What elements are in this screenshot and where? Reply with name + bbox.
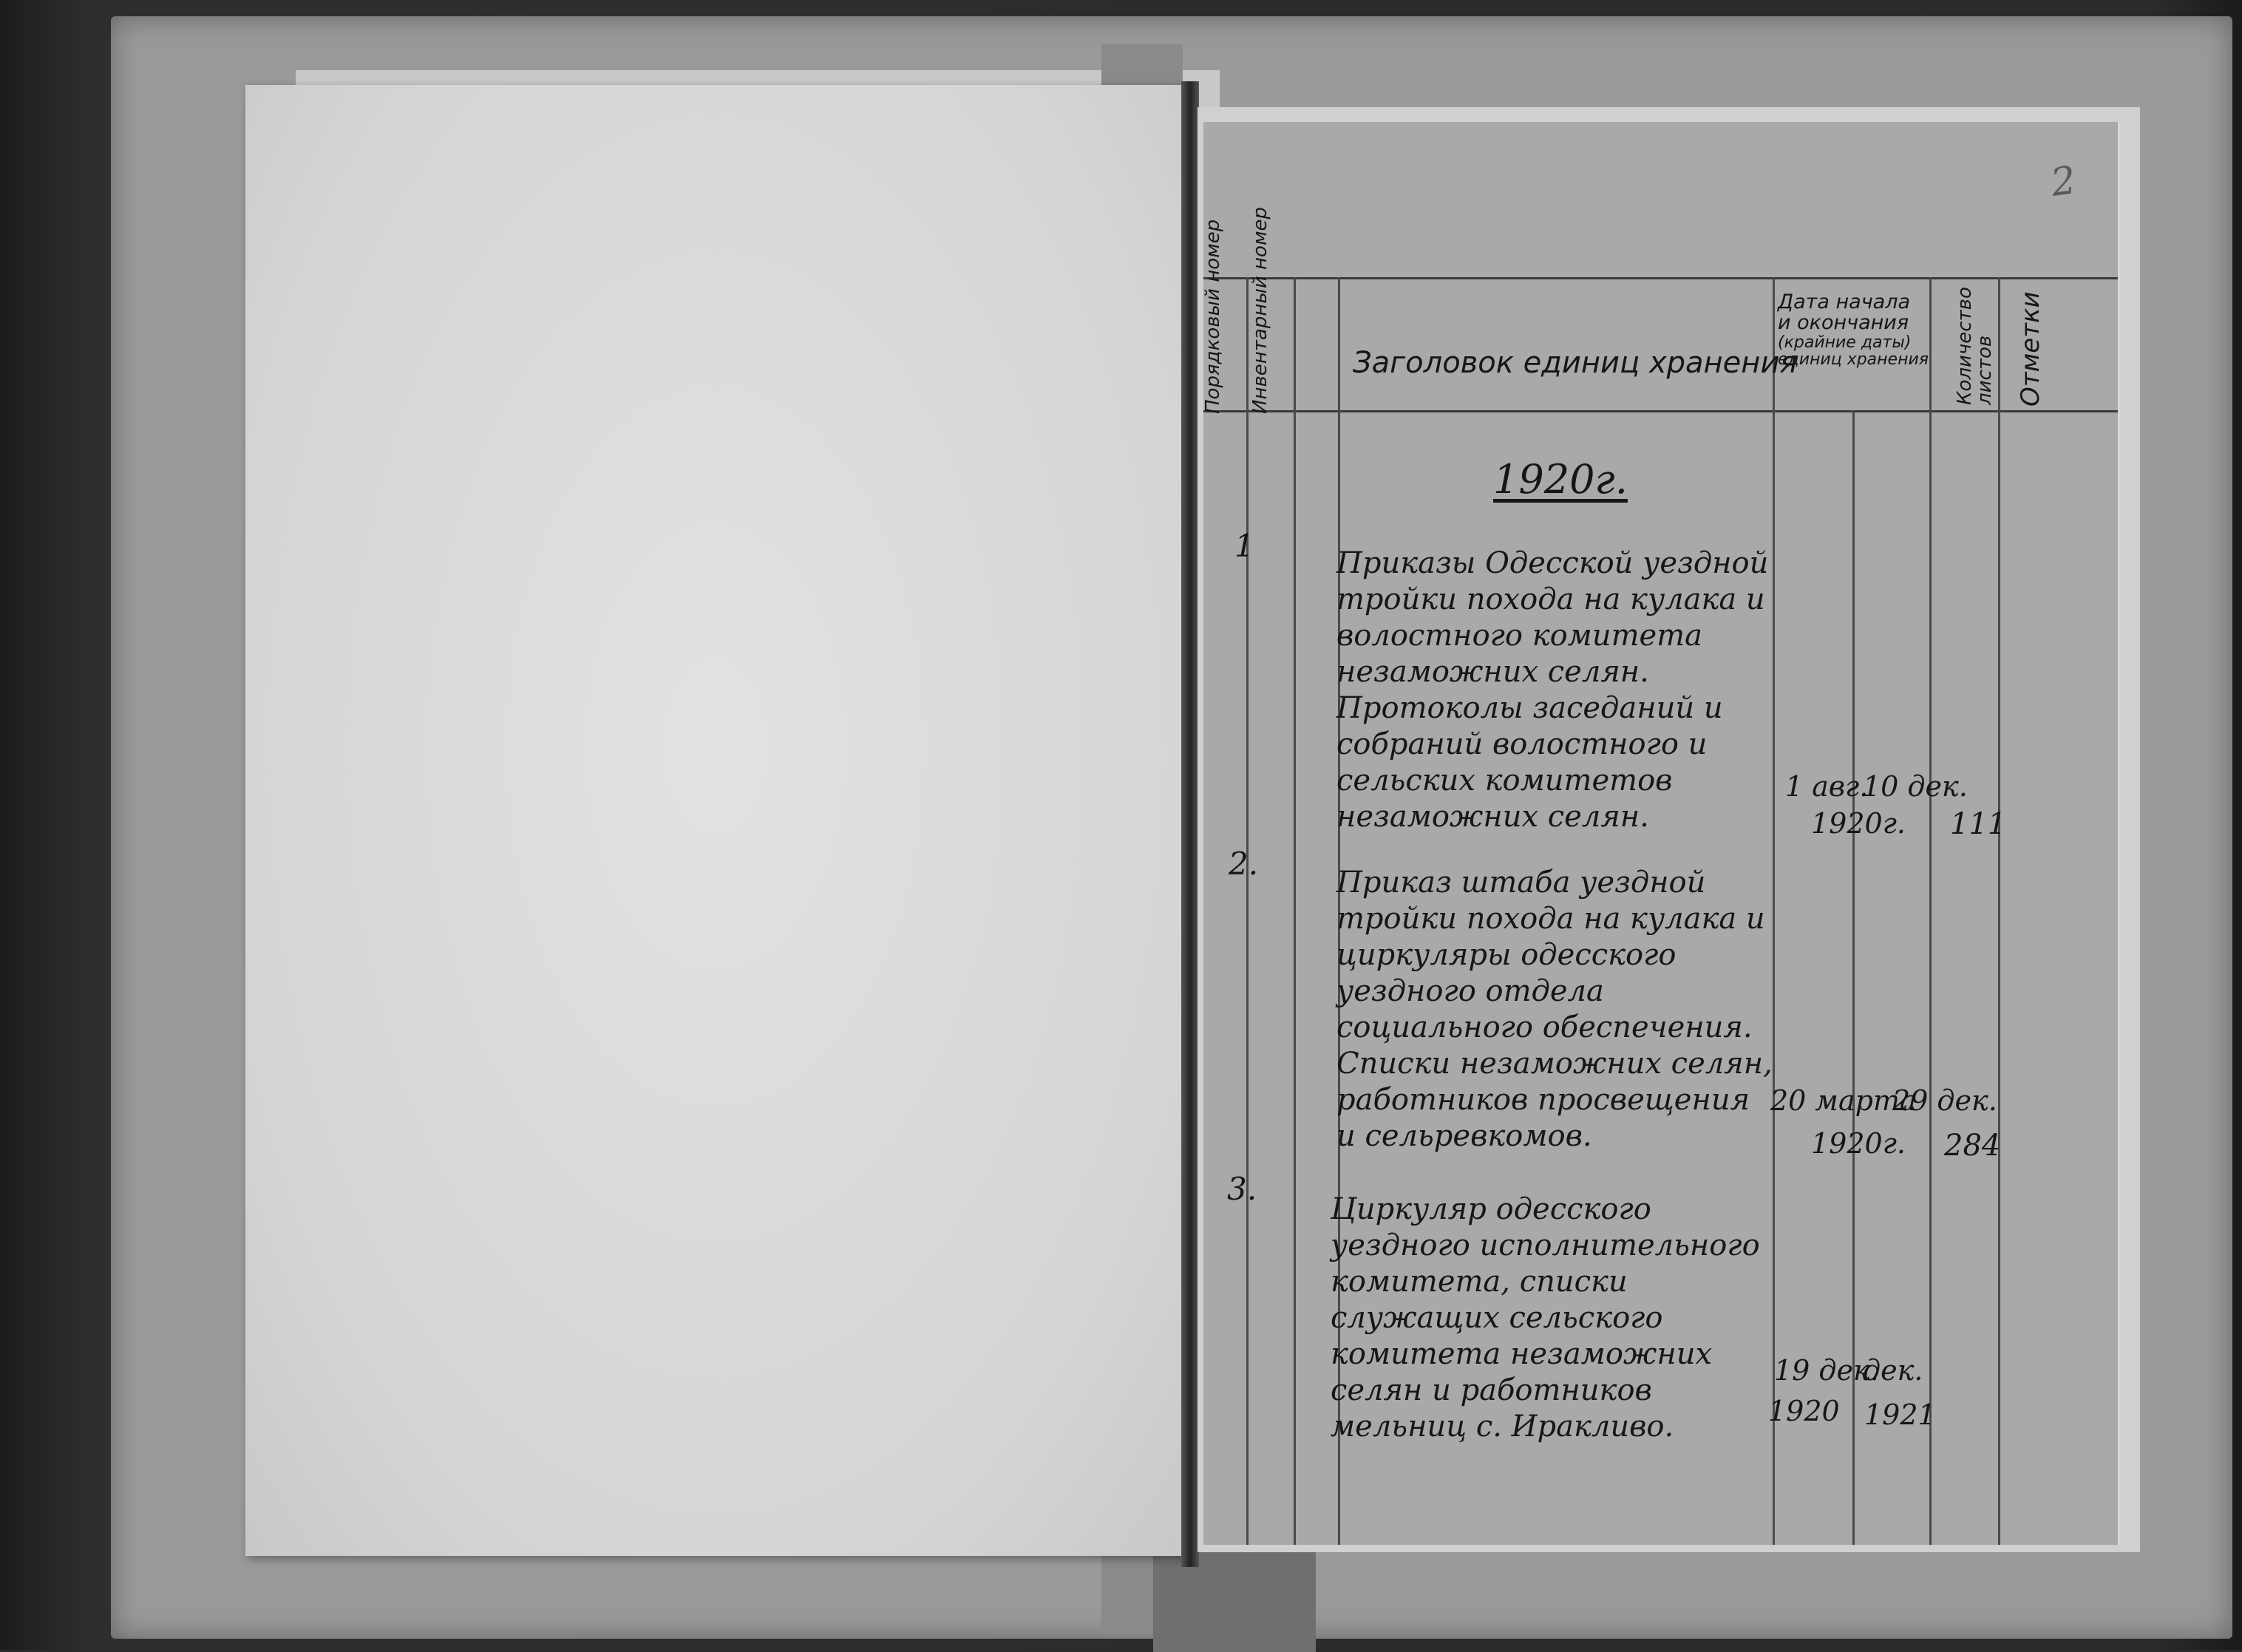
row-1-year: 1920г. bbox=[1811, 807, 1906, 840]
row-1-number: 1 bbox=[1234, 528, 1254, 564]
header-inventory-number: Инвентарный номер bbox=[1249, 206, 1271, 414]
header-serial-number: Порядковый номер bbox=[1202, 219, 1224, 414]
header-sheet-count bbox=[1955, 287, 1996, 405]
column-rule-1 bbox=[1246, 277, 1249, 1545]
page-number: 2 bbox=[2048, 157, 2079, 206]
row-2-title: Приказ штаба уездной тройки похода на кулака и циркуляры одесского уездного отдела социального обеспечения. Списки незаможних селян, работников просвещения и сельревкомов. bbox=[1336, 866, 1773, 1153]
row-2-sheet-count: 284 bbox=[1944, 1129, 2001, 1163]
left-blank-page bbox=[245, 85, 1186, 1556]
binding-tab-bottom bbox=[1153, 1541, 1316, 1652]
header-sheet-count-line-2: листов bbox=[1974, 335, 1997, 405]
column-rule-2 bbox=[1294, 277, 1296, 1545]
year-heading: 1920г. bbox=[1493, 456, 1628, 503]
header-dates-line-4: единиц хранения bbox=[1778, 350, 1929, 369]
header-bottom-rule bbox=[1203, 410, 2118, 412]
row-3-date-end-year: 1921 bbox=[1864, 1398, 1936, 1431]
header-notes: Отметки bbox=[2016, 291, 2045, 407]
header-title: Заголовок единиц хранения bbox=[1353, 346, 1798, 380]
header-sheet-count-line-1: Количество bbox=[1954, 287, 1976, 405]
header-dates-line-3: (крайние даты) bbox=[1778, 333, 1912, 352]
header-dates-line-2: и окончания bbox=[1778, 311, 1909, 335]
row-1-date-end: 10 дек. bbox=[1863, 770, 1968, 803]
column-rule-7 bbox=[1998, 277, 2000, 1545]
row-3-number: 3. bbox=[1227, 1171, 1257, 1207]
row-1-date-start: 1 авг. bbox=[1785, 770, 1869, 803]
column-rule-6 bbox=[1929, 277, 1932, 1545]
row-2-date-start: 20 марта bbox=[1770, 1084, 1917, 1117]
book-gutter bbox=[1181, 81, 1199, 1567]
row-3-date-start: 19 дек. bbox=[1774, 1354, 1879, 1387]
row-1-title: Приказы Одесской уездной тройки похода на кулака и волостного комитета незаможних селян. Протоколы заседаний и собраний волостного и сельских комитетов незаможних селян. bbox=[1336, 546, 1769, 834]
header-dates bbox=[1778, 292, 1929, 368]
header-dates-line-1: Дата начала bbox=[1778, 290, 1910, 313]
table-top-rule bbox=[1203, 277, 2118, 279]
row-2-year: 1920г. bbox=[1811, 1127, 1906, 1160]
row-2-date-end: 29 дек. bbox=[1892, 1084, 1997, 1117]
row-3-title: Циркуляр одесского уездного исполнительного комитета, списки служащих сельского комитета незаможних селян и работников мельниц с. Иракливо. bbox=[1331, 1192, 1760, 1444]
row-3-date-end: дек. bbox=[1863, 1354, 1923, 1387]
row-2-number: 2. bbox=[1229, 846, 1259, 882]
row-1-sheet-count: 111 bbox=[1950, 807, 2007, 841]
row-3-date-start-year: 1920 bbox=[1768, 1395, 1840, 1427]
